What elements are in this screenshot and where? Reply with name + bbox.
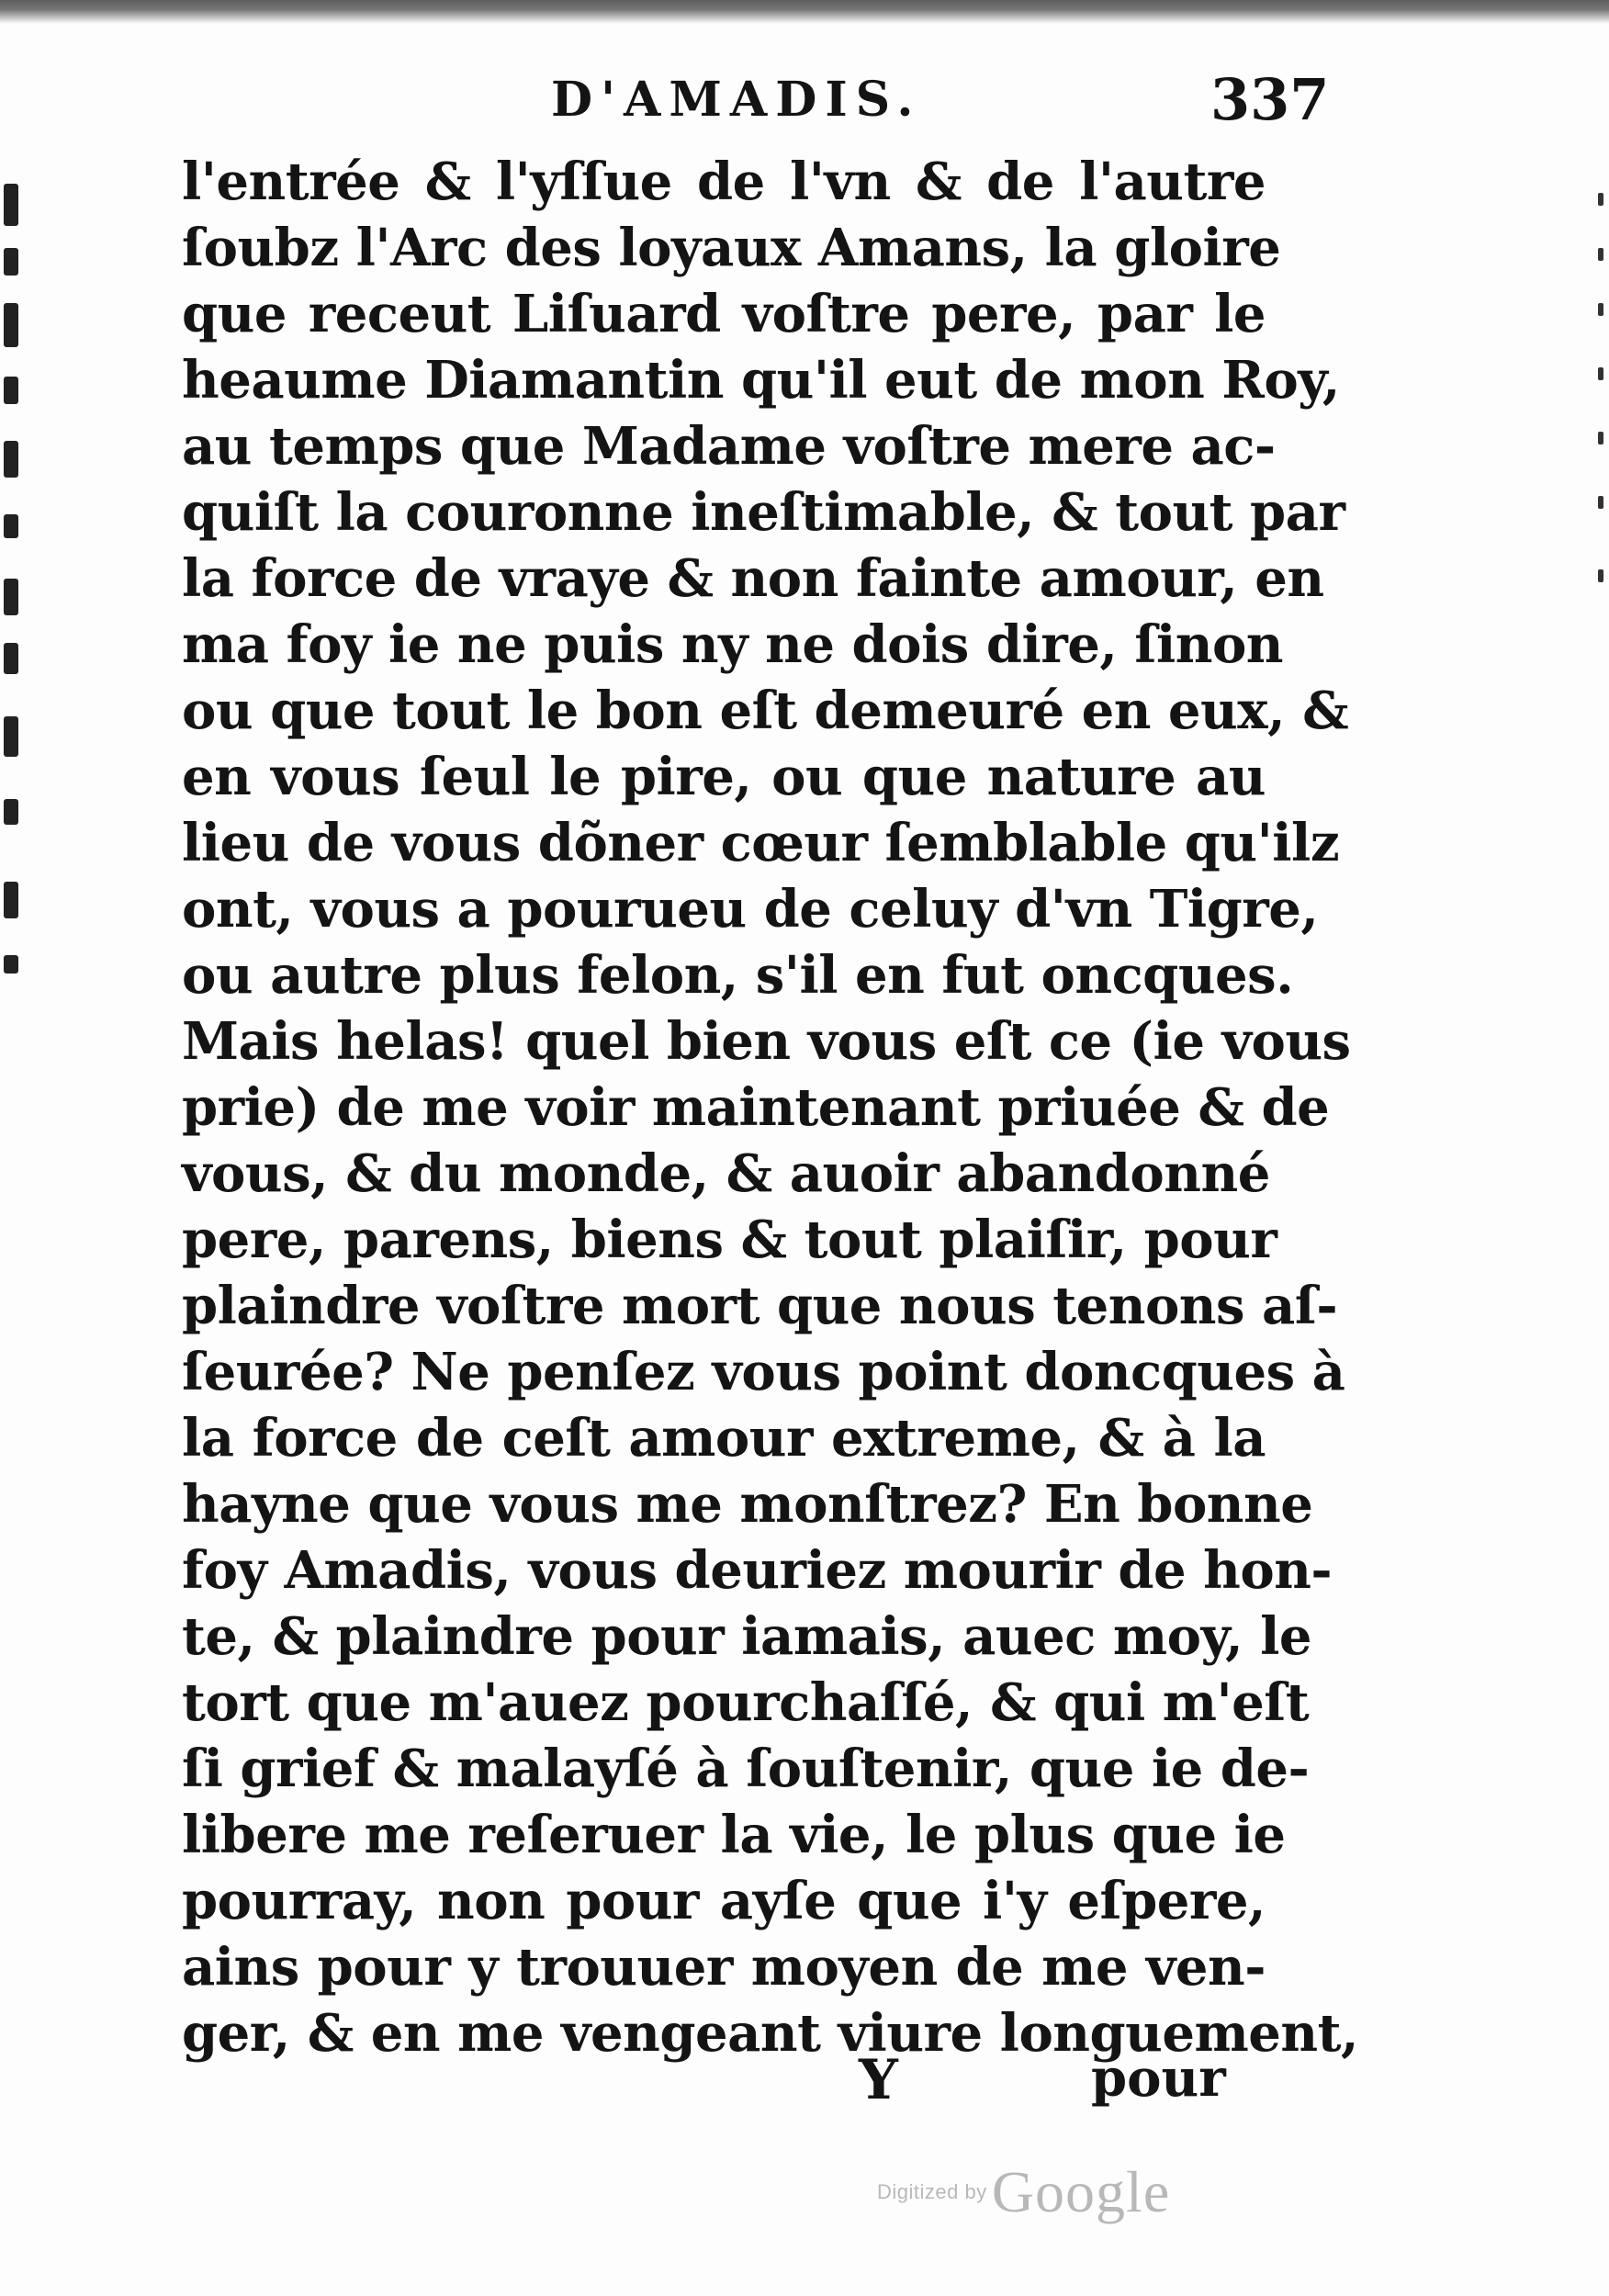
text-line: la force de vraye & non fainte amour, en [182,548,1324,609]
text-line: en vous ſeul le pire, ou que nature au [182,747,1266,807]
text-line: ſoubz l'Arc des loyaux Amans, la gloire [182,218,1281,278]
text-line: libere me reſeruer la vie, le plus que ie [182,1805,1286,1865]
text-line: la force de ceſt amour extreme, & à la [182,1408,1266,1469]
text-line: que receut Liſuard voſtre pere, par le [182,284,1266,344]
text-line: pourray, non pour ayſe que i'y eſpere, [182,1871,1266,1931]
text-line: pere, parens, biens & tout plaiſir, pour [182,1210,1277,1270]
text-line: foy Amadis, vous deuriez mourir de hon- [182,1540,1333,1601]
text-line: Mais helas! quel bien vous eſt ce (ie vous [182,1011,1351,1072]
text-line: ma foy ie ne puis ny ne dois dire, ſinon [182,614,1284,675]
text-line: hayne que vous me monſtrez? En bonne [182,1474,1313,1535]
text-line: quiſt la couronne ineſtimable, & tout par [182,482,1345,543]
text-line: ſi grief & malayſé à ſouſtenir, que ie de- [182,1739,1310,1799]
text-line: heaume Diamantin qu'il eut de mon Roy, [182,350,1340,411]
watermark-prefix: Digitized by [877,2180,987,2203]
google-logo: Google [991,2159,1171,2224]
text-line: ou autre plus felon, s'il en fut oncques. [182,945,1294,1006]
text-line: ger, & en me vengeant viure longuement, [182,2003,1358,2064]
text-line: ont, vous a pourueu de celuy d'vn Tigre, [182,879,1319,940]
running-head: D'AMADIS. [551,72,922,128]
text-line: ou que tout le bon eſt demeuré en eux, & [182,681,1349,741]
text-line: ains pour y trouuer moyen de me ven- [182,1937,1266,1998]
right-margin-bleed-through [1581,184,1609,643]
text-line: prie) de me voir maintenant priuée & de [182,1077,1330,1138]
scan-top-edge [0,0,1609,24]
left-margin-bleed-through [0,165,28,1084]
text-line: te, & plaindre pour iamais, auec moy, le [182,1606,1312,1667]
text-line: au temps que Madame voſtre mere ac- [182,416,1276,477]
text-line: tort que m'auez pourchaſſé, & qui m'eſt [182,1672,1310,1733]
text-line: vous, & du monde, & auoir abandonné [182,1143,1270,1204]
body-text [182,149,1358,2066]
signature-mark: Y [859,2048,898,2112]
digitization-watermark [877,2158,1170,2226]
text-line: l'entrée & l'yſſue de l'vn & de l'autre [182,152,1266,212]
text-line: plaindre voſtre mort que nous tenons aſ- [182,1276,1338,1336]
page-number: 337 [1210,66,1330,133]
text-line: ſeurée? Ne penſez vous point doncques à [182,1342,1345,1402]
text-line: lieu de vous dõner cœur ſemblable qu'ilz [182,813,1340,873]
catchword: pour [1091,2048,1226,2109]
